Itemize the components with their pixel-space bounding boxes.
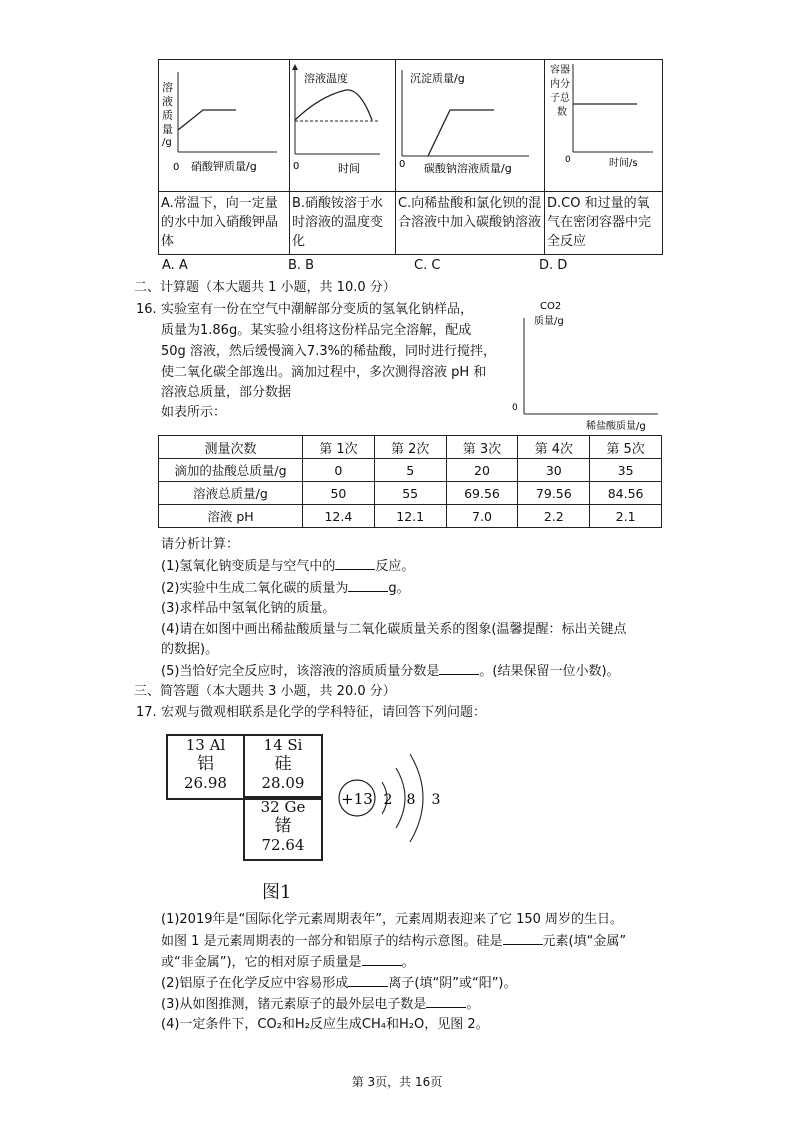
- q16-r2-c4: 2.2: [518, 505, 590, 528]
- q16-sub1: [161, 557, 414, 576]
- q16-th-3: 第 3次: [446, 436, 518, 459]
- q16-r0-c5: 35: [590, 459, 662, 482]
- graph-b-origin: 0: [293, 161, 300, 172]
- graph-d-ylabel-1: 容器: [550, 65, 570, 76]
- element-ge-symbol: 32 Ge: [260, 798, 306, 816]
- table-row: [159, 459, 662, 482]
- element-ge-mass: 72.64: [261, 836, 305, 854]
- q16-r2-c2: 12.1: [374, 505, 446, 528]
- q16-sub2: [161, 579, 410, 598]
- q17-sub1-text-c1: 或“非金属”)，它的相对原子质量是: [161, 955, 362, 970]
- graph-d-ylabel-4: 数: [557, 107, 567, 118]
- q16-co2-graph: [508, 298, 668, 434]
- graph-c: [396, 60, 545, 191]
- graph-a-xlabel: 硝酸钾质量/g: [191, 160, 257, 173]
- q16-sub1-text-b: 反应。: [375, 559, 415, 574]
- atom-shell-3: 3: [431, 792, 441, 808]
- q17-sub3-text-b: 。: [466, 997, 480, 1012]
- element-cell-si: [243, 734, 323, 800]
- q16-th-0: 测量次数: [159, 436, 303, 459]
- graph-a: [159, 60, 290, 191]
- element-ge-name: 锗: [274, 816, 292, 836]
- graph-a-ylabel-5: /g: [162, 137, 172, 148]
- graph-b-caption: B.硝酸铵溶于水时溶液的温度变化: [290, 192, 396, 255]
- graph-a-ylabel-4: 量: [162, 123, 173, 136]
- q16-r1-c0: 溶液总质量/g: [159, 482, 303, 505]
- q16-sub4-line-1: (4)请在如图中画出稀盐酸质量与二氧化碳质量关系的图象(温馨提醒：标出关键点: [161, 622, 627, 637]
- element-cell-ge: [243, 796, 323, 861]
- figure-1-label: 图1: [262, 882, 292, 903]
- graph-a-caption: A.常温下，向一定量的水中加入硝酸钾晶体: [159, 192, 290, 255]
- q16-r0-c3: 20: [446, 459, 518, 482]
- q17-sub2-text-b: 离子(填“阴”或“阳”)。: [388, 976, 517, 991]
- graph-a-ylabel-3: 质: [162, 109, 173, 122]
- section-3-title: 三、简答题（本大题共 3 小题，共 20.0 分）: [134, 684, 396, 699]
- q17-sub3: [161, 995, 479, 1014]
- option-d[interactable]: D. D: [539, 258, 568, 273]
- q16-sub2-blank[interactable]: [348, 579, 388, 592]
- q16-r2-c0: 溶液 pH: [159, 505, 303, 528]
- graph-c-caption: C.向稀盐酸和氯化钡的混合溶液中加入碳酸钠溶液: [396, 192, 545, 255]
- q17-stem: 宏观与微观相联系是化学的学科特征，请回答下列问题：: [161, 705, 487, 720]
- q17-sub3-blank[interactable]: [426, 995, 466, 1008]
- q16-th-2: 第 2次: [374, 436, 446, 459]
- q16-r1-c4: 79.56: [518, 482, 590, 505]
- q17-sub1-line-2: [161, 932, 626, 951]
- graph-c-ylabel: 沉淀质量/g: [410, 72, 465, 85]
- graph-d-cell: [545, 60, 663, 192]
- element-al-symbol: 13 Al: [185, 736, 226, 754]
- atom-shell-2: 8: [406, 792, 416, 808]
- q16-th-1: 第 1次: [303, 436, 375, 459]
- q16-r0-c1: 0: [303, 459, 375, 482]
- option-a[interactable]: A. A: [162, 258, 188, 273]
- q16-r0-c4: 30: [518, 459, 590, 482]
- graph-c-cell: [396, 60, 545, 192]
- graph-a-ylabel-2: 液: [162, 95, 173, 108]
- q16-sub2-text-a: (2)实验中生成二氧化碳的质量为: [161, 581, 349, 596]
- q16-r2-c3: 7.0: [446, 505, 518, 528]
- q16-sub2-text-b: g。: [388, 581, 410, 596]
- q17-sub2-blank[interactable]: [348, 974, 388, 987]
- q17-sub4: (4)一定条件下，CO₂和H₂反应生成CH₄和H₂O，见图 2。: [161, 1017, 489, 1032]
- graph-options-table: [158, 59, 663, 255]
- q17-sub1-line-1: (1)2019年是“国际化学元素周期表年”，元素周期表迎来了它 150 周岁的生日。: [161, 912, 624, 927]
- graph-d: [545, 60, 663, 191]
- q16-sub5-text-b: 。(结果保留一位小数)。: [479, 664, 620, 679]
- q16-stem-line-2: 质量为1.86g。某实验小组将这份样品完全溶解，配成: [161, 323, 472, 338]
- q17-sub2-text-a: (2)铝原子在化学反应中容易形成: [161, 976, 349, 991]
- q16-stem-line-5: 溶液总质量，部分数据: [161, 385, 292, 400]
- q16-r1-c2: 55: [374, 482, 446, 505]
- q16-sub4-line-2: 的数据)。: [161, 642, 219, 657]
- table-row: [159, 505, 662, 528]
- q16-r2-c5: 2.1: [590, 505, 662, 528]
- q16-stem-line-1: 实验室有一份在空气中潮解部分变质的氢氧化钠样品，: [161, 302, 474, 317]
- q16-th-5: 第 5次: [590, 436, 662, 459]
- q17-sub1-text-c2: 。: [401, 955, 415, 970]
- q16-th-4: 第 4次: [518, 436, 590, 459]
- q16-r1-c5: 84.56: [590, 482, 662, 505]
- q16-sub3: (3)求样品中氢氧化钠的质量。: [161, 601, 336, 616]
- q16-data-table: [158, 435, 662, 528]
- q16-graph-ylabel-2: 质量/g: [534, 316, 564, 327]
- q16-r0-c0: 滴加的盐酸总质量/g: [159, 459, 303, 482]
- graph-b-cell: [290, 60, 396, 192]
- q17-sub1-blank-2[interactable]: [362, 953, 402, 966]
- table-row: [159, 482, 662, 505]
- q16-sub1-blank[interactable]: [335, 557, 375, 570]
- option-c[interactable]: C. C: [414, 258, 441, 273]
- q17-sub3-text-a: (3)从如图推测，锗元素原子的最外层电子数是: [161, 997, 427, 1012]
- q16-graph-ylabel-1: CO2: [540, 301, 562, 312]
- graph-a-ylabel-1: 溶: [162, 81, 173, 94]
- element-si-symbol: 14 Si: [263, 736, 303, 754]
- q16-sub5: [161, 662, 620, 681]
- atom-shell-1: 2: [383, 792, 393, 808]
- graph-a-cell: [159, 60, 290, 192]
- q16-intro: 请分析计算：: [161, 537, 240, 552]
- q16-graph-origin: 0: [512, 403, 518, 413]
- page-footer: 第 3页，共 16页: [351, 1075, 443, 1089]
- graph-d-ylabel-2: 内分: [550, 79, 570, 90]
- element-al-name: 铝: [197, 754, 214, 774]
- graph-c-xlabel: 碳酸钠溶液质量/g: [424, 162, 512, 175]
- q16-sub5-blank[interactable]: [439, 662, 479, 675]
- q17-sub1-text-b2: 元素(填“金属”: [542, 934, 627, 949]
- element-al-mass: 26.98: [184, 774, 227, 792]
- q17-number: 17.: [136, 705, 157, 720]
- graph-b-ylabel: 溶液温度: [304, 72, 348, 85]
- q16-graph-xlabel: 稀盐酸质量/g: [586, 421, 646, 432]
- atom-nucleus: +13: [341, 790, 373, 808]
- graph-d-ylabel-3: 子总: [550, 93, 570, 104]
- graph-d-caption: D.CO 和过量的氧气在密闭容器中完全反应: [545, 192, 663, 255]
- q16-r0-c2: 5: [374, 459, 446, 482]
- q16-stem-line-6: 如表所示：: [161, 405, 227, 420]
- q17-sub1-text-b1: 如图 1 是元素周期表的一部分和铝原子的结构示意图。硅是: [161, 934, 503, 949]
- q16-stem-line-4: 使二氧化碳全部逸出。滴加过程中，多次测得溶液 pH 和: [161, 365, 487, 380]
- q17-sub1-line-3: [161, 953, 415, 972]
- q16-number: 16.: [136, 302, 157, 317]
- graph-c-origin: 0: [399, 159, 406, 170]
- q16-r1-c1: 50: [303, 482, 375, 505]
- graph-b-xlabel: 时间: [338, 162, 360, 175]
- option-b[interactable]: B. B: [288, 258, 315, 273]
- q16-sub1-text-a: (1)氢氧化钠变质是与空气中的: [161, 559, 336, 574]
- element-cell-al: [166, 734, 245, 800]
- q17-sub2: [161, 974, 517, 993]
- q16-stem-line-3: 50g 溶液，然后缓慢滴入7.3%的稀盐酸，同时进行搅拌，: [161, 344, 496, 359]
- section-2-title: 二、计算题（本大题共 1 小题，共 10.0 分）: [134, 280, 396, 295]
- graph-b: [290, 60, 396, 191]
- q17-sub1-blank-1[interactable]: [503, 932, 543, 945]
- graph-d-origin: 0: [565, 155, 571, 165]
- element-si-name: 硅: [274, 754, 292, 774]
- aluminum-atom-diagram: [330, 734, 460, 864]
- q16-sub5-text-a: (5)当恰好完全反应时，该溶液的溶质质量分数是: [161, 664, 440, 679]
- element-si-mass: 28.09: [261, 774, 305, 792]
- q16-r2-c1: 12.4: [303, 505, 375, 528]
- q16-table-header: [159, 436, 662, 459]
- graph-a-origin: 0: [173, 162, 180, 173]
- graph-d-xlabel: 时间/s: [609, 158, 638, 169]
- q16-r1-c3: 69.56: [446, 482, 518, 505]
